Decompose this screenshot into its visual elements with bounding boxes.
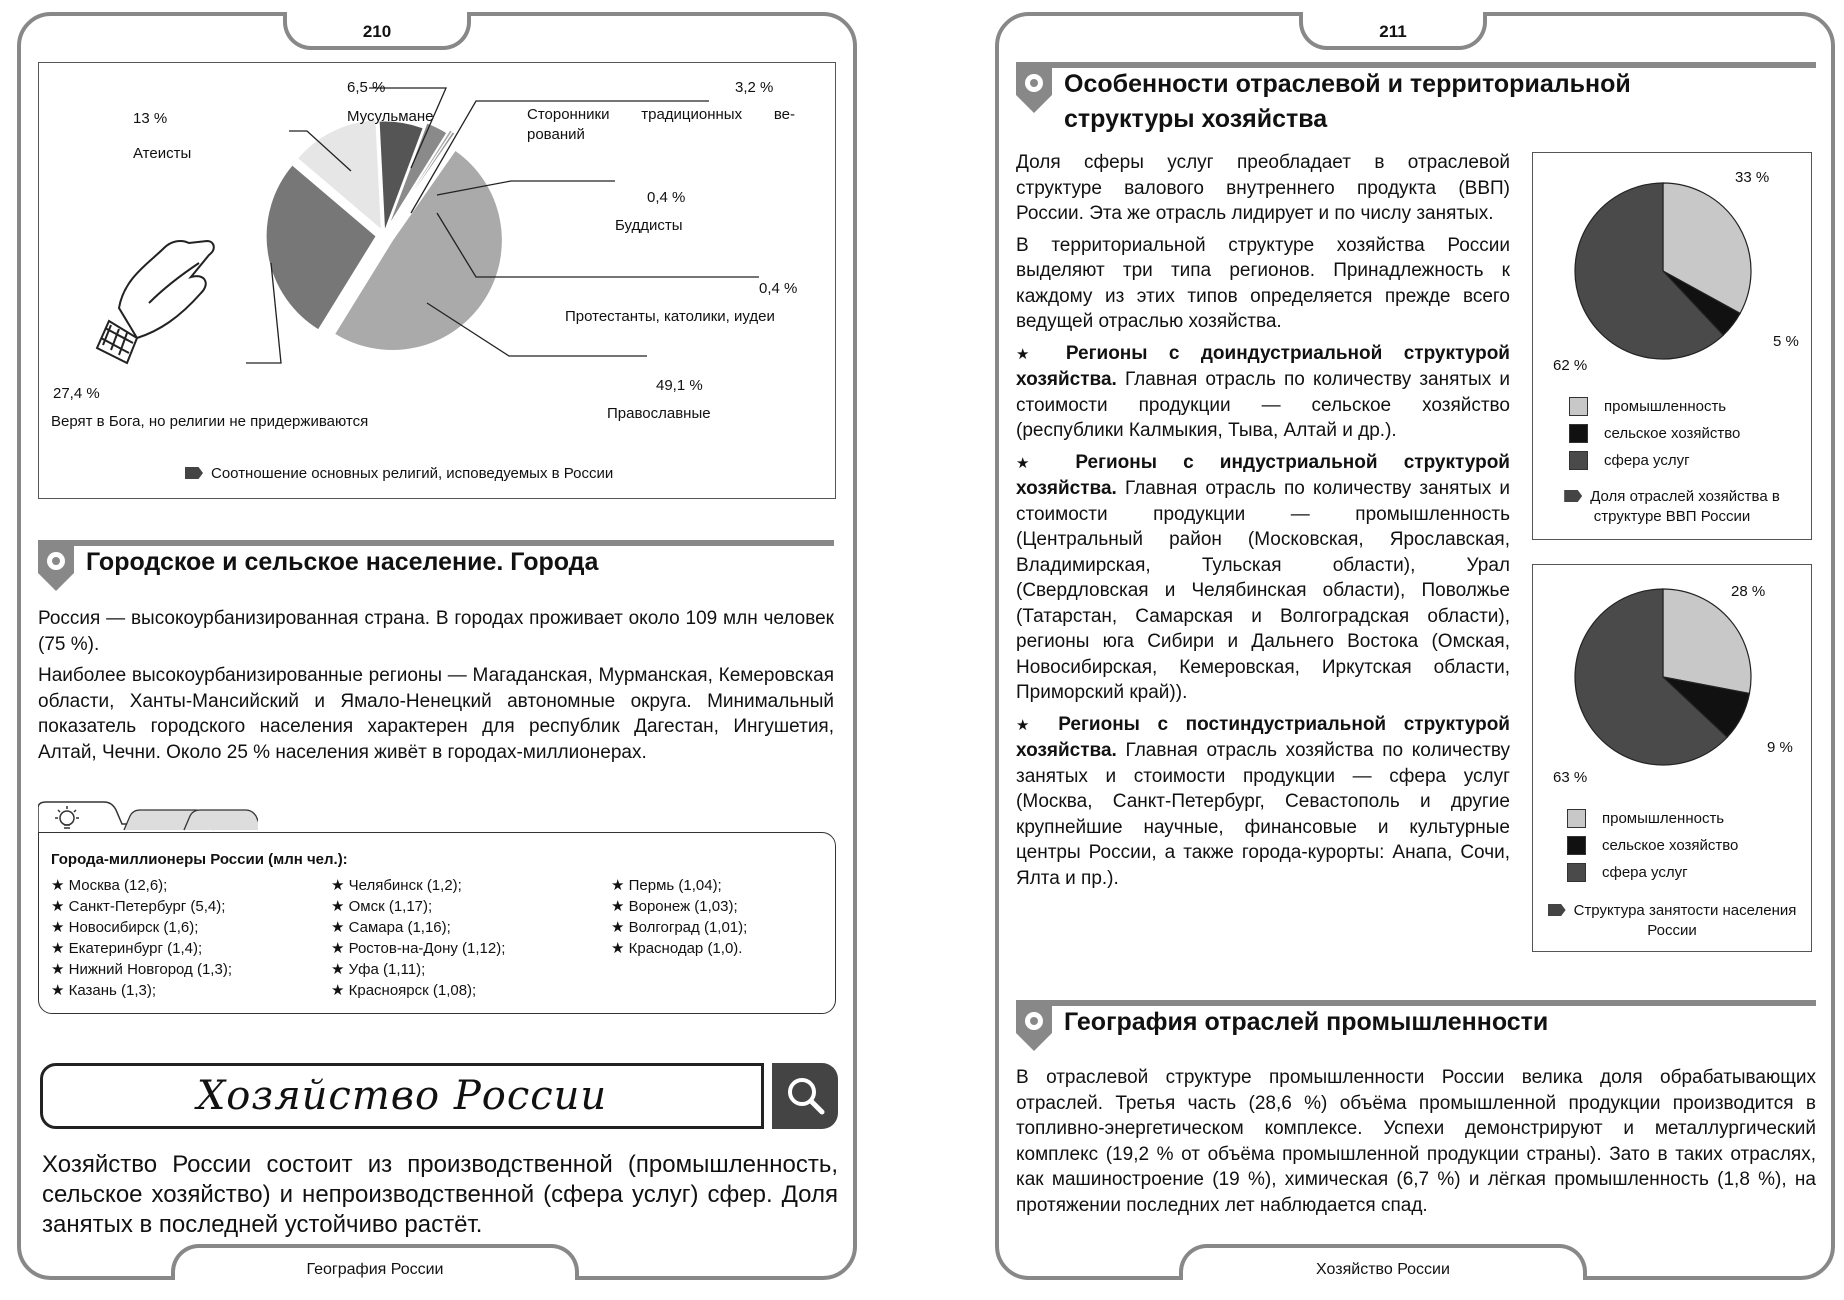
label-buddhists: Буддисты bbox=[615, 217, 683, 234]
flag-icon bbox=[1548, 904, 1566, 916]
structure-section-title bbox=[1064, 67, 1631, 137]
city-item: ★ Челябинск (1,2); bbox=[331, 877, 462, 894]
praying-hands-icon bbox=[97, 241, 214, 363]
legend-swatch bbox=[1567, 863, 1586, 882]
star-icon: ★ bbox=[1016, 716, 1059, 734]
legend-item bbox=[1567, 863, 1738, 882]
legend-item bbox=[1567, 809, 1738, 828]
city-item: ★ Омск (1,17); bbox=[331, 898, 433, 915]
page-number: 211 bbox=[1299, 12, 1487, 50]
label-muslims: Мусульмане bbox=[347, 108, 434, 125]
urban-section-text bbox=[38, 606, 834, 771]
emp-label-agriculture: 9 % bbox=[1767, 739, 1793, 756]
caption-text: Структура занятости населения России bbox=[1573, 902, 1797, 939]
legend-label: сфера услуг bbox=[1602, 864, 1688, 881]
gdp-label-agriculture: 5 % bbox=[1773, 333, 1799, 350]
label-traditional: Сторонники традиционных ве- рований bbox=[527, 106, 795, 143]
city-item: ★ Екатеринбург (1,4); bbox=[51, 940, 203, 957]
legend-label: сельское хозяйство bbox=[1604, 425, 1741, 442]
religion-chart-caption bbox=[185, 465, 613, 482]
paragraph: В территориальной структуре хозяйства России выделяют три типа регионов. Принадлежность к каждому из этих типов определяется прежде всего ведущей отраслью хозяйства. bbox=[1016, 234, 1510, 332]
industry-section-title: География отраслей промышленности bbox=[1064, 1008, 1549, 1036]
gdp-label-services: 62 % bbox=[1553, 357, 1588, 374]
city-item: ★ Самара (1,16); bbox=[331, 919, 451, 936]
caption-text: Соотношение основных религий, исповедуемых в России bbox=[211, 465, 614, 482]
city-item: ★ Волгоград (1,01); bbox=[611, 919, 748, 936]
legend-item bbox=[1567, 836, 1738, 855]
caption-text: Доля отраслей хозяйства в структуре ВВП России bbox=[1590, 488, 1780, 525]
region-text: Главная отрасль по количеству занятых и стоимости продукции — промышленность (Центральный район (Московская, Ярославская, Владимирская, Тульская области), Урал (Свердловская и Челябинская области), Поволжье (Татарстан, Самарская и Волгоградская области), регионы юга Сибири и Дальнего Востока (Омская, Новосибирская, Кемеровская, Иркутская области, Приморский край)). bbox=[1016, 478, 1510, 703]
label-believers-value: 27,4 % bbox=[53, 385, 100, 402]
legend-swatch bbox=[1569, 397, 1588, 416]
industry-section-header bbox=[1016, 1005, 1548, 1051]
city-item: ★ Новосибирск (1,6); bbox=[51, 919, 199, 936]
paragraph: Россия — высокоурбанизированная страна. В городах проживает около 109 млн человек (75 %). bbox=[38, 608, 834, 655]
emp-label-industry: 28 % bbox=[1731, 583, 1766, 600]
millionaires-col-3 bbox=[611, 875, 747, 959]
location-pin-icon bbox=[38, 545, 74, 591]
gdp-caption bbox=[1547, 487, 1797, 527]
star-icon: ★ bbox=[1016, 454, 1076, 472]
city-item: ★ Пермь (1,04); bbox=[611, 877, 722, 894]
search-title: Хозяйство России bbox=[196, 1073, 608, 1119]
millionaires-col-2 bbox=[331, 875, 505, 1001]
legend-label: сельское хозяйство bbox=[1602, 837, 1739, 854]
urban-section-title: Городское и сельское население. Города bbox=[86, 548, 599, 576]
label-protestants-value: 0,4 % bbox=[759, 280, 798, 297]
employment-legend bbox=[1567, 809, 1738, 890]
employment-pie-chart bbox=[1533, 565, 1811, 795]
region-title: Регионы с доиндустриальной структурой хозяйства. bbox=[1016, 342, 1510, 390]
location-pin-icon bbox=[1016, 67, 1052, 113]
legend-swatch bbox=[1567, 836, 1586, 855]
legend-swatch bbox=[1567, 809, 1586, 828]
legend-item bbox=[1569, 451, 1740, 470]
label-traditional-value: 3,2 % bbox=[735, 79, 774, 96]
title-line: структуры хозяйства bbox=[1064, 105, 1328, 133]
legend-label: промышленность bbox=[1604, 398, 1727, 415]
legend-item bbox=[1569, 424, 1740, 443]
region-title: Регионы с индустриальной структурой хозяйства. bbox=[1016, 451, 1510, 499]
gdp-chart-box bbox=[1532, 152, 1812, 540]
region-paragraph bbox=[1016, 341, 1510, 444]
structure-text bbox=[1016, 150, 1510, 897]
label-orthodox-value: 49,1 % bbox=[656, 377, 703, 394]
city-item: ★ Воронеж (1,03); bbox=[611, 898, 738, 915]
location-pin-icon bbox=[1016, 1005, 1052, 1051]
flag-icon bbox=[1564, 490, 1582, 502]
label-orthodox: Православные bbox=[607, 405, 711, 422]
region-text: Главная отрасль хозяйства по количеству занятых и стоимости продукции — сфера услуг (Москва, Санкт-Петербург, Севастополь и другие крупнейшие научные, финансовые и культурные центры России, а также города-курорты: Анапа, Сочи, Ялта и пр.). bbox=[1016, 740, 1510, 889]
employment-chart-box bbox=[1532, 564, 1812, 952]
region-paragraph bbox=[1016, 450, 1510, 706]
city-item: ★ Санкт-Петербург (5,4); bbox=[51, 898, 226, 915]
industry-text: В отраслевой структуре промышленности России велика доля обрабатывающих отраслей. Третья часть (28,6 %) объёма промышленной продукции производится в топливно-энергетическом комплексе. Успехи демонстрируют и металлургический комплекс (19,2 % от объёма промышленной продукции страны). Зато в таких отраслях, как машиностроение (19 %), химическая (6,7 %) и лёгкая промышленность (1,8 %), на протяжении последних лет наблюдается спад. bbox=[1016, 1067, 1816, 1216]
label-protestants: Протестанты, католики, иудеи bbox=[565, 308, 775, 325]
region-text: Главная отрасль по количеству занятых и стоимости продукции — сельское хозяйство (республики Калмыкия, Тыва, Алтай и др.). bbox=[1016, 369, 1510, 441]
city-item: ★ Ростов-на-Дону (1,12); bbox=[331, 940, 506, 957]
emp-slice-industry bbox=[1663, 589, 1751, 693]
legend-swatch bbox=[1569, 424, 1588, 443]
paragraph: Наиболее высокоурбанизированные регионы — Магаданская, Мурманская, Кемеровская области, Ханты-Мансийский и Ямало-Ненецкий автономные округа. Минимальный показатель городского населения характерен для республик Дагестан, Ингушетия, Алтай, Чечни. Около 25 % населения живёт в городах-миллионерах. bbox=[38, 665, 834, 763]
millionaires-heading: Города-миллионеры России (млн чел.): bbox=[51, 851, 348, 868]
region-title: Регионы с постиндустриальной структурой хозяйства. bbox=[1016, 713, 1510, 761]
star-icon: ★ bbox=[1016, 345, 1066, 363]
title-line: Особенности отраслевой и территориальной bbox=[1064, 70, 1631, 98]
gdp-pie-chart bbox=[1533, 153, 1811, 383]
legend-swatch bbox=[1569, 451, 1588, 470]
urban-section-header bbox=[38, 545, 598, 591]
city-item: ★ Краснодар (1,0). bbox=[611, 940, 743, 957]
search-button[interactable] bbox=[772, 1063, 838, 1129]
legend-label: сфера услуг bbox=[1604, 452, 1690, 469]
page-footer: Хозяйство России bbox=[1179, 1244, 1587, 1280]
religion-chart-frame bbox=[38, 62, 836, 499]
emp-label-services: 63 % bbox=[1553, 769, 1588, 786]
search-bar[interactable] bbox=[40, 1063, 764, 1129]
legend-item bbox=[1569, 397, 1740, 416]
city-item: ★ Москва (12,6); bbox=[51, 877, 168, 894]
city-item: ★ Уфа (1,11); bbox=[331, 961, 426, 978]
paragraph: Доля сферы услуг преобладает в отраслевой структуре валового внутреннего продукта (ВВП) России. Эта же отрасль лидирует и по числу занятых. bbox=[1016, 152, 1510, 224]
economy-text: Хозяйство России состоит из производственной (промышленность, сельское хозяйство) и непроизводственной (сфера услуг) сфер. Доля занятых в последней устойчиво растёт. bbox=[42, 1151, 838, 1238]
structure-section-header bbox=[1016, 67, 1631, 137]
region-paragraph bbox=[1016, 712, 1510, 892]
employment-caption bbox=[1541, 901, 1803, 941]
legend-label: промышленность bbox=[1602, 810, 1725, 827]
millionaires-box bbox=[38, 832, 836, 1014]
gdp-legend bbox=[1569, 397, 1740, 478]
label-atheists: Атеисты bbox=[133, 145, 192, 162]
page-footer: География России bbox=[171, 1244, 579, 1280]
label-believers: Верят в Бога, но религии не придерживаются bbox=[51, 413, 369, 430]
page-number: 210 bbox=[283, 12, 471, 50]
lightbulb-icon bbox=[52, 806, 82, 832]
millionaires-col-1 bbox=[51, 875, 232, 1001]
label-buddhists-value: 0,4 % bbox=[647, 189, 686, 206]
flag-icon bbox=[185, 467, 203, 479]
label-atheists-value: 13 % bbox=[133, 110, 168, 127]
city-item: ★ Красноярск (1,08); bbox=[331, 982, 477, 999]
city-item: ★ Казань (1,3); bbox=[51, 982, 157, 999]
gdp-label-industry: 33 % bbox=[1735, 169, 1770, 186]
label-muslims-value: 6,5 % bbox=[347, 79, 386, 96]
city-item: ★ Нижний Новгород (1,3); bbox=[51, 961, 232, 978]
search-icon bbox=[772, 1063, 838, 1129]
